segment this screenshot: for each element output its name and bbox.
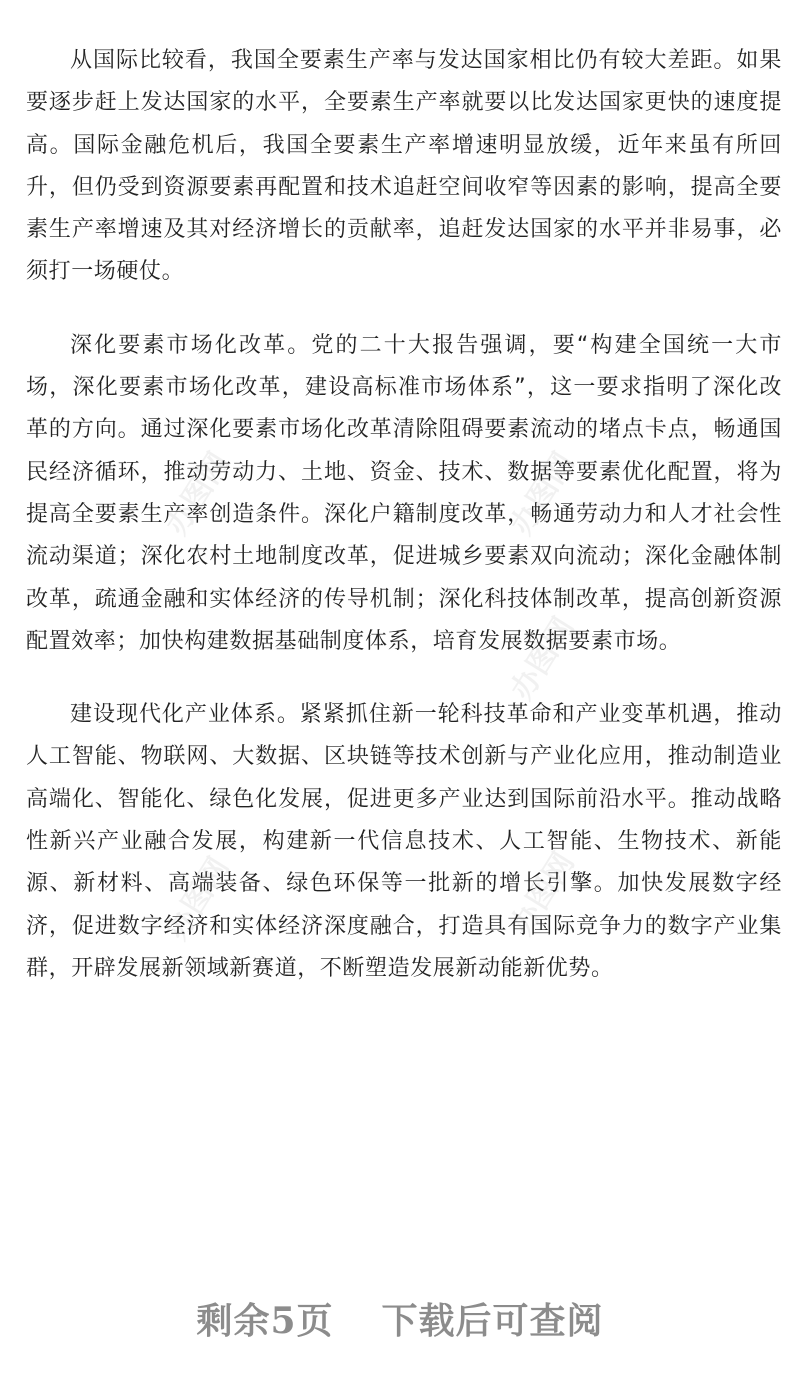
paragraph: 深化要素市场化改革。党的二十大报告强调，要“构建全国统一大市场，深化要素市场化改革，建设高标准市场体系”，这一要求指明了深化改革的方向。通过深化要素市场化改革清除阻碍要素流动的堵点卡点，畅通国民经济循环，推动劳动力、土地、资金、技术、数据等要素优化配置，将为提高全要素生产率创造条件。深化户籍制度改革，畅通劳动力和人才社会性流动渠道；深化农村土地制度改革，促进城乡要素双向流动；深化金融体制改革，疏通金融和实体经济的传导机制；深化科技体制改革，提高创新资源配置效率；加快构建数据基础制度体系，培育发展数据要素市场。 xyxy=(26,332,782,654)
watermark: 办图网 xyxy=(159,851,237,947)
watermark: 办图网 xyxy=(504,446,582,542)
paragraph: 从国际比较看，我国全要素生产率与发达国家相比仍有较大差距。如果要逐步赶上发达国家的水平，全要素生产率就要以比发达国家更快的速度提高。国际金融危机后，我国全要素生产率增速明显放缓，近年来虽有所回升，但仍受到资源要素再配置和技术追赶空间收窄等因素的影响，提高全要素生产率增速及其对经济增长的贡献率，追赶发达国家的水平并非易事，必须打一场硬仗。 xyxy=(26,48,782,285)
watermark: 办图网 xyxy=(159,446,237,542)
paragraph: 建设现代化产业体系。紧紧抓住新一轮科技革命和产业变革机遇，推动人工智能、物联网、大数据、区块链等技术创新与产业化应用，推动制造业高端化、智能化、绿色化发展，促进更多产业达到国际前沿水平。推动战略性新兴产业融合发展，构建新一代信息技术、人工智能、生物技术、新能源、新材料、高端装备、绿色环保等一批新的增长引擎。加快发展数字经济，促进数字经济和实体经济深度融合，打造具有国际竞争力的数字产业集群，开辟发展新领域新赛道，不断塑造发展新动能新优势。 xyxy=(26,702,782,981)
document-body xyxy=(26,40,782,990)
watermark: 办图网 xyxy=(504,846,582,942)
download-to-view-label: 下载后可查阅 xyxy=(381,1300,604,1342)
download-prompt[interactable] xyxy=(0,1293,800,1344)
watermark: 办图网 xyxy=(504,611,582,707)
remaining-pages-label: 剩余5页 xyxy=(196,1300,334,1342)
